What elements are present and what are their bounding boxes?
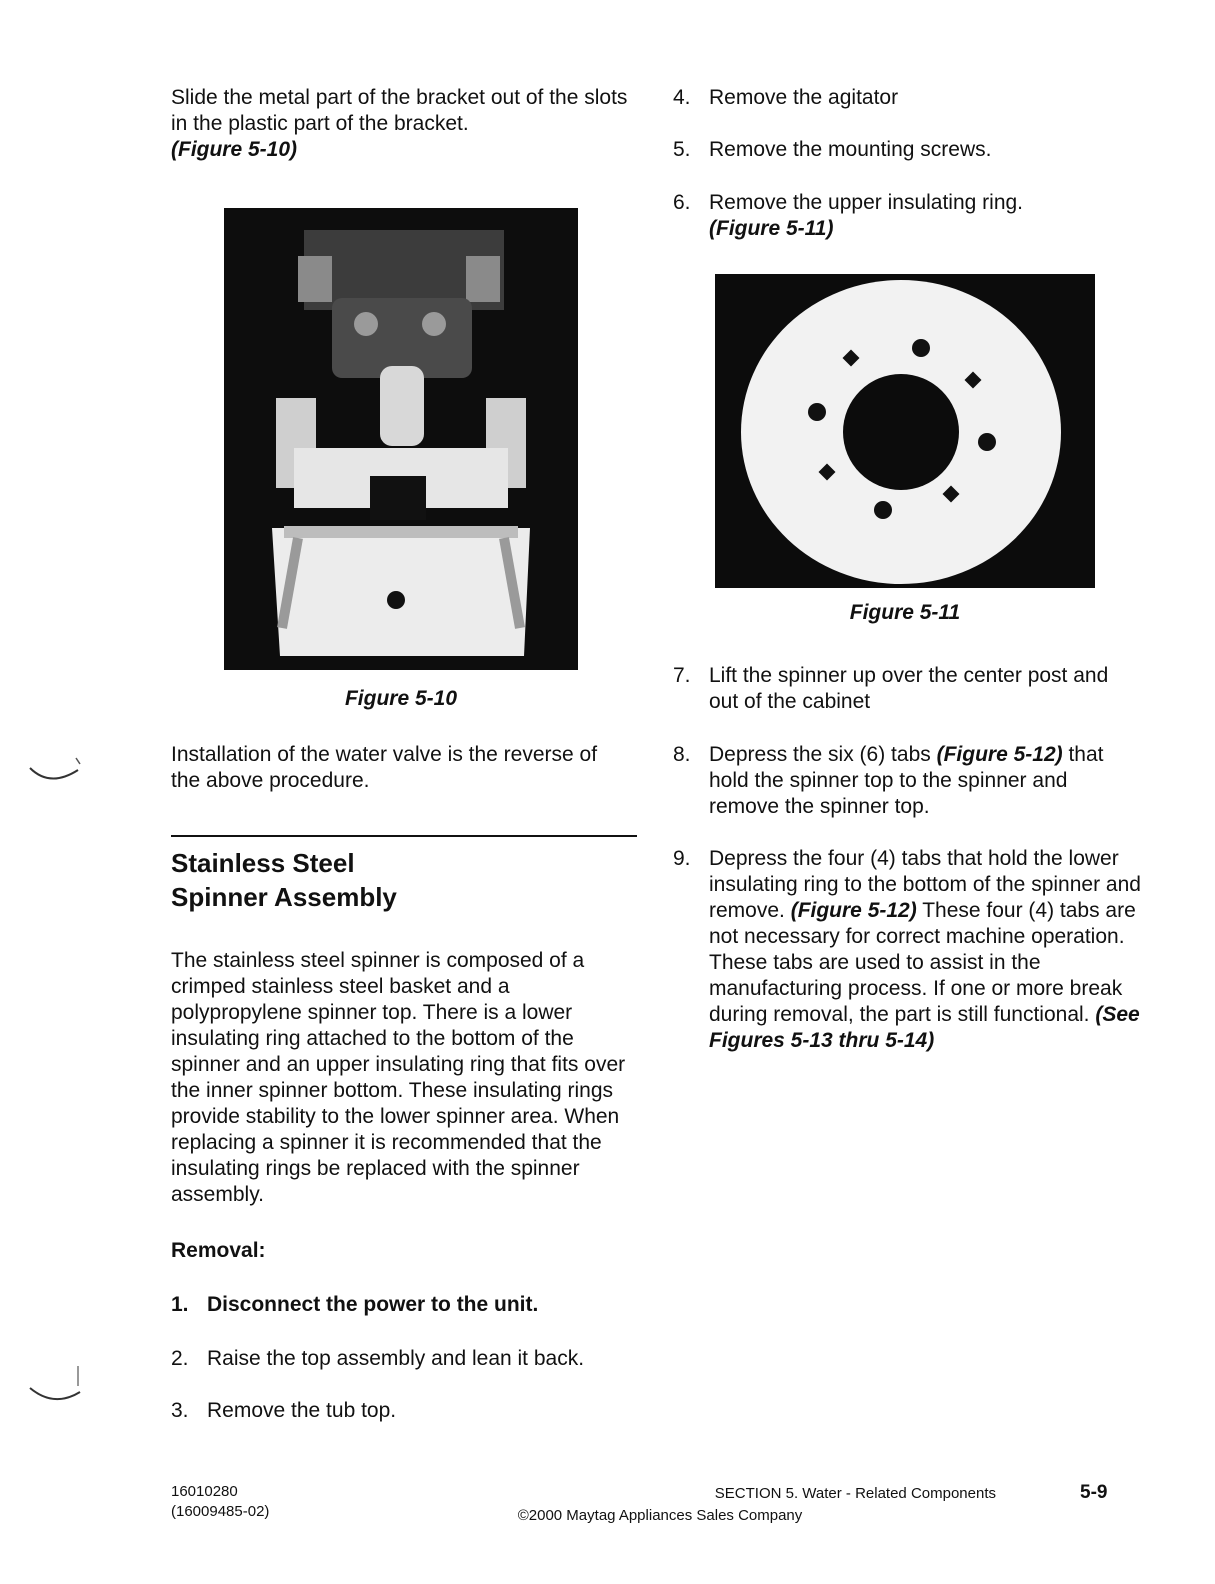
step-number: 8. (673, 743, 691, 766)
removal-label: Removal: (171, 1239, 266, 1262)
removal-step-3 (171, 1398, 631, 1424)
step-text: Lift the spinner up over the center post and out of the cabinet (709, 664, 1109, 713)
figure-5-11-caption: Figure 5-11 (849, 601, 961, 624)
step-figure-ref-2: (See Figures 5-13 thru 5-14) (709, 1003, 1140, 1052)
figure-5-10-caption: Figure 5-10 (344, 687, 458, 710)
step-number: 4. (673, 86, 691, 109)
step-text: Remove the tub top. (207, 1399, 397, 1422)
footer-doc-numbers (171, 1482, 269, 1522)
page-number: 5-9 (1080, 1482, 1108, 1503)
figure-5-11-photo (715, 274, 1095, 588)
section-heading-line1: Stainless Steel (171, 848, 355, 878)
step-text-b: These four (4) tabs are not necessary for correct machine operation. These tabs are used to assist in the manufacturing process. If one or more break during removal, the part is still functional. (709, 899, 1136, 1026)
removal-step-1 (171, 1292, 631, 1318)
intro-figure-ref: (Figure 5-10) (171, 138, 298, 161)
removal-step-9 (673, 846, 1143, 1054)
doc-number: 16010280 (171, 1483, 238, 1500)
footer-copyright: ©2000 Maytag Appliances Sales Company (517, 1507, 803, 1524)
step-text: Remove the agitator (709, 86, 899, 109)
section-divider (171, 835, 637, 837)
step-figure-ref: (Figure 5-11) (709, 217, 834, 240)
section-heading-line2: Spinner Assembly (171, 882, 397, 912)
spinner-description: The stainless steel spinner is composed of a crimped stainless steel basket and a polypropylene spinner top. There is a lower insulating ring attached to the bottom of the spinner and an upper insulating ring that fits over the inner spinner bottom. These insulating rings provide stability to the lower spinner area. When replacing a spinner it is recommended that the insulating rings be replaced with the spinner assembly. (171, 949, 626, 1206)
removal-step-2 (171, 1346, 631, 1372)
insulating-ring-illustration (715, 274, 1095, 588)
step-text-a: Depress the six (6) tabs (709, 743, 937, 766)
removal-step-5 (673, 137, 1143, 163)
step-number: 6. (673, 191, 691, 214)
step-number: 5. (673, 138, 691, 161)
step-figure-ref: (Figure 5-12) (790, 899, 917, 922)
step-text: Remove the upper insulating ring. (709, 191, 1024, 214)
step-number: 1. (171, 1293, 189, 1316)
step-number: 2. (171, 1347, 189, 1370)
step-number: 7. (673, 664, 691, 687)
removal-step-6 (673, 190, 1143, 242)
bracket-valve-illustration (224, 208, 578, 670)
step-text: Raise the top assembly and lean it back. (207, 1347, 585, 1370)
removal-step-8 (673, 742, 1143, 820)
doc-number-alt: (16009485-02) (171, 1503, 270, 1520)
step-text-b: that hold the spinner top to the spinner and remove the spinner top. (709, 743, 1104, 818)
intro-paragraph (171, 85, 641, 163)
section-heading (171, 846, 631, 914)
step-number: 3. (171, 1399, 189, 1422)
footer-section: SECTION 5. Water - Related Components (714, 1485, 996, 1502)
intro-text: Slide the metal part of the bracket out of the slots in the plastic part of the bracket. (171, 86, 628, 135)
scan-mark-left-lower (20, 1360, 90, 1420)
step-figure-ref: (Figure 5-12) (936, 743, 1063, 766)
step-text: Remove the mounting screws. (709, 138, 992, 161)
figure-5-10-photo (224, 208, 578, 670)
step-text-a: Depress the four (4) tabs that hold the lower insulating ring to the bottom of the spinner and remove. (709, 847, 1141, 922)
scan-mark-left-upper (20, 740, 90, 800)
step-number: 9. (673, 847, 691, 870)
removal-step-4 (673, 85, 1143, 111)
step-text: Disconnect the power to the unit. (207, 1293, 539, 1316)
removal-step-7 (673, 663, 1143, 715)
install-note: Installation of the water valve is the reverse of the above procedure. (171, 743, 598, 792)
